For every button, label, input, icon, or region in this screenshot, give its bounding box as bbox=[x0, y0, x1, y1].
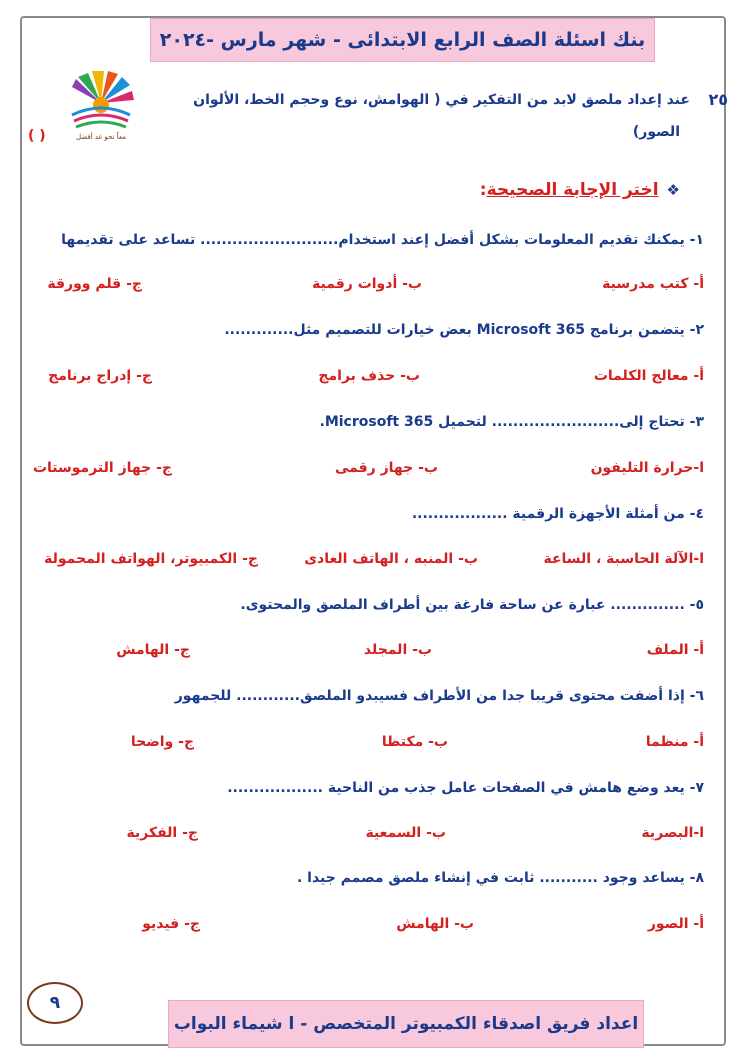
q4-option-a: ا-الآلة الحاسبة ، الساعة bbox=[543, 551, 704, 567]
logo-center bbox=[93, 97, 109, 113]
q1-option-a: أ- كتب مدرسية bbox=[602, 276, 704, 292]
q1-option-b: ب- أدوات رقمية bbox=[312, 276, 422, 292]
team-logo bbox=[58, 63, 144, 141]
q2-option-c: ج- إدراج برنامج bbox=[48, 368, 152, 384]
logo-caption: معاً نحو غد أفضل bbox=[75, 133, 127, 141]
footer-text: اعداد فريق اصدقاء الكمبيوتر المتخصص - ا شيماء البواب bbox=[173, 1014, 639, 1034]
question-3: ٣- تحتاج إلى........................ لتحميل Microsoft 365. bbox=[319, 414, 704, 430]
q3-option-a: ا-حرارة التليفون bbox=[590, 460, 704, 476]
q25-answer-brackets: ( ) bbox=[28, 128, 46, 144]
q25-line1: عند إعداد ملصق لابد من التفكير في ( الهوامش، نوع وحجم الخط، الألوان bbox=[193, 92, 690, 108]
footer-banner bbox=[168, 1000, 644, 1048]
q6-option-c: ج- واضحا bbox=[130, 734, 194, 750]
q2-option-a: أ- معالج الكلمات bbox=[593, 368, 704, 384]
q7-option-a: ا-البصرية bbox=[641, 825, 704, 841]
question-7: ٧- يعد وضع هامش في الصفحات عامل جذب من الناحية .................. bbox=[227, 780, 704, 796]
q6-option-b: ب- مكتظا bbox=[381, 734, 448, 750]
question-2: ٢- يتضمن برنامج Microsoft 365 بعض خيارات للتصميم مثل............. bbox=[224, 322, 704, 338]
q8-option-c: ج- فيديو bbox=[142, 916, 200, 932]
q25-line2: الصور) bbox=[632, 124, 680, 140]
question-6: ٦- إذا أضفت محتوى قريبا جدا من الأطراف فسيبدو الملصق............ للجمهور bbox=[174, 688, 704, 704]
question-5: ٥- .............. عبارة عن ساحة فارغة بين أطراف الملصق والمحتوى. bbox=[240, 597, 704, 613]
q5-option-c: ج- الهامش bbox=[116, 642, 190, 658]
header-title: بنك اسئلة الصف الرابع الابتدائى - شهر مارس -٢٠٢٤ bbox=[159, 29, 646, 51]
section-heading bbox=[480, 180, 680, 200]
q5-option-a: أ- الملف bbox=[646, 642, 704, 658]
q5-option-b: ب- المجلد bbox=[363, 642, 432, 658]
q4-option-b: ب- المنبه ، الهاتف العادى bbox=[304, 551, 478, 567]
q7-option-c: ج- الفكرية bbox=[126, 825, 198, 841]
q6-option-a: أ- منظما bbox=[645, 734, 704, 750]
page-border bbox=[20, 16, 726, 1046]
q8-option-b: ب- الهامش bbox=[396, 916, 474, 932]
question-8: ٨- يساعد وجود ........... ثابت في إنشاء ملصق مصمم جيدا . bbox=[296, 870, 704, 886]
page-number: ٩ bbox=[27, 982, 83, 1024]
section-title: اختر الإجابة الصحيحة bbox=[486, 180, 659, 200]
section-colon: : bbox=[479, 180, 487, 200]
q7-option-b: ب- السمعية bbox=[365, 825, 446, 841]
q3-option-c: ج- جهاز الترموستات bbox=[32, 460, 172, 476]
question-1: ١- يمكنك تقديم المعلومات بشكل أفضل إعند استخدام.......................... تساعد على تقديمها bbox=[61, 232, 704, 248]
q4-option-c: ج- الكمبيوتر، الهواتف المحمولة bbox=[44, 551, 258, 567]
header-banner bbox=[150, 18, 655, 62]
q8-option-a: أ- الصور bbox=[647, 916, 704, 932]
q25-number: ٢٥ bbox=[708, 90, 728, 109]
q3-option-b: ب- جهاز رقمى bbox=[334, 460, 438, 476]
heading-bullet-icon: ❖ bbox=[666, 181, 680, 199]
question-4: ٤- من أمثلة الأجهزة الرقمية .................. bbox=[411, 506, 704, 522]
q2-option-b: ب- حذف برامج bbox=[318, 368, 420, 384]
q1-option-c: ج- قلم وورقة bbox=[47, 276, 142, 292]
